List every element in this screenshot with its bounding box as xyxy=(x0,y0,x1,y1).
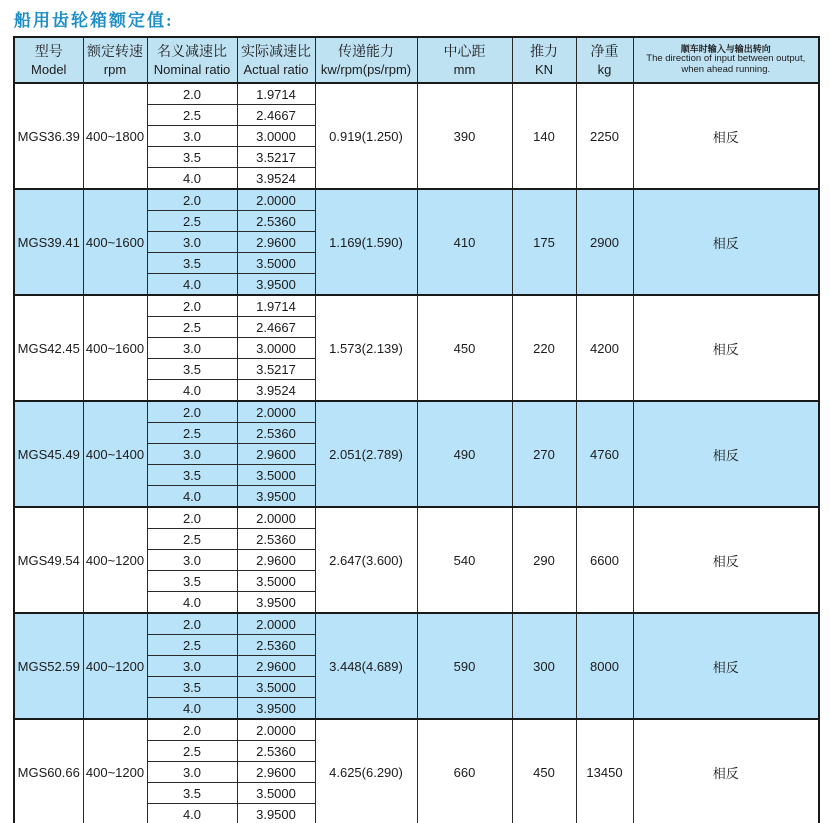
thrust-cell: 290 xyxy=(512,507,576,613)
nominal-ratio-cell: 4.0 xyxy=(147,804,237,823)
thrust-cell: 450 xyxy=(512,719,576,823)
nominal-ratio-cell: 3.5 xyxy=(147,783,237,804)
net-weight-cell: 4200 xyxy=(576,295,633,401)
nominal-ratio-cell: 4.0 xyxy=(147,698,237,720)
center-distance-cell: 540 xyxy=(417,507,512,613)
net-weight-cell: 2250 xyxy=(576,83,633,189)
rpm-cell: 400~1600 xyxy=(83,189,147,295)
model-cell: MGS52.59 xyxy=(14,613,83,719)
thrust-cell: 270 xyxy=(512,401,576,507)
actual-ratio-cell: 3.5000 xyxy=(237,783,315,804)
thrust-cell: 300 xyxy=(512,613,576,719)
model-cell: MGS42.45 xyxy=(14,295,83,401)
net-weight-cell: 8000 xyxy=(576,613,633,719)
col-header-actual-ratio-en: Actual ratio xyxy=(243,61,309,77)
nominal-ratio-cell: 2.0 xyxy=(147,295,237,317)
center-distance-cell: 410 xyxy=(417,189,512,295)
table-header xyxy=(14,37,819,83)
col-header-center-distance-en: mm xyxy=(453,61,476,77)
nominal-ratio-cell: 3.5 xyxy=(147,677,237,698)
actual-ratio-cell: 2.0000 xyxy=(237,613,315,635)
actual-ratio-cell: 2.5360 xyxy=(237,211,315,232)
actual-ratio-cell: 3.5000 xyxy=(237,571,315,592)
col-header-direction xyxy=(633,37,819,83)
col-header-center-distance xyxy=(417,37,512,83)
nominal-ratio-cell: 3.0 xyxy=(147,444,237,465)
col-header-thrust-zh: 推力 xyxy=(530,42,558,59)
actual-ratio-cell: 2.4667 xyxy=(237,317,315,338)
capacity-cell: 4.625(6.290) xyxy=(315,719,417,823)
actual-ratio-cell: 3.9500 xyxy=(237,592,315,614)
col-header-rated-speed-en: rpm xyxy=(103,61,127,77)
direction-cell: 相反 xyxy=(633,189,819,295)
actual-ratio-cell: 3.9500 xyxy=(237,698,315,720)
table-row xyxy=(14,189,819,211)
nominal-ratio-cell: 3.5 xyxy=(147,359,237,380)
nominal-ratio-cell: 2.5 xyxy=(147,635,237,656)
capacity-cell: 3.448(4.689) xyxy=(315,613,417,719)
actual-ratio-cell: 2.9600 xyxy=(237,656,315,677)
actual-ratio-cell: 3.9500 xyxy=(237,804,315,823)
col-header-capacity-zh: 传递能力 xyxy=(338,42,394,59)
direction-cell: 相反 xyxy=(633,401,819,507)
capacity-cell: 2.051(2.789) xyxy=(315,401,417,507)
thrust-cell: 220 xyxy=(512,295,576,401)
nominal-ratio-cell: 2.5 xyxy=(147,105,237,126)
rpm-cell: 400~1800 xyxy=(83,83,147,189)
nominal-ratio-cell: 4.0 xyxy=(147,168,237,190)
nominal-ratio-cell: 3.5 xyxy=(147,253,237,274)
col-header-actual-ratio xyxy=(237,37,315,83)
nominal-ratio-cell: 2.5 xyxy=(147,423,237,444)
rpm-cell: 400~1400 xyxy=(83,401,147,507)
rpm-cell: 400~1200 xyxy=(83,613,147,719)
actual-ratio-cell: 1.9714 xyxy=(237,295,315,317)
nominal-ratio-cell: 3.0 xyxy=(147,762,237,783)
nominal-ratio-cell: 2.0 xyxy=(147,613,237,635)
direction-cell: 相反 xyxy=(633,507,819,613)
table-row xyxy=(14,401,819,423)
nominal-ratio-cell: 3.5 xyxy=(147,571,237,592)
actual-ratio-cell: 2.4667 xyxy=(237,105,315,126)
actual-ratio-cell: 3.5000 xyxy=(237,677,315,698)
ratings-table xyxy=(13,36,820,823)
net-weight-cell: 13450 xyxy=(576,719,633,823)
table-row xyxy=(14,295,819,317)
nominal-ratio-cell: 2.0 xyxy=(147,507,237,529)
nominal-ratio-cell: 4.0 xyxy=(147,592,237,614)
rpm-cell: 400~1600 xyxy=(83,295,147,401)
capacity-cell: 1.573(2.139) xyxy=(315,295,417,401)
actual-ratio-cell: 3.5000 xyxy=(237,253,315,274)
actual-ratio-cell: 3.9524 xyxy=(237,380,315,402)
thrust-cell: 140 xyxy=(512,83,576,189)
col-header-thrust-en: KN xyxy=(534,61,554,77)
col-header-nominal-ratio xyxy=(147,37,237,83)
actual-ratio-cell: 2.9600 xyxy=(237,550,315,571)
col-header-actual-ratio-zh: 实际减速比 xyxy=(241,42,311,59)
model-cell: MGS39.41 xyxy=(14,189,83,295)
actual-ratio-cell: 2.0000 xyxy=(237,401,315,423)
model-cell: MGS60.66 xyxy=(14,719,83,823)
col-header-model-zh: 型号 xyxy=(34,42,63,59)
rpm-cell: 400~1200 xyxy=(83,507,147,613)
nominal-ratio-cell: 3.0 xyxy=(147,232,237,253)
table-row xyxy=(14,83,819,105)
actual-ratio-cell: 3.5217 xyxy=(237,147,315,168)
capacity-cell: 2.647(3.600) xyxy=(315,507,417,613)
col-header-direction-zh: 顺车时输入与输出转向 xyxy=(680,43,771,54)
nominal-ratio-cell: 2.5 xyxy=(147,211,237,232)
net-weight-cell: 6600 xyxy=(576,507,633,613)
thrust-cell: 175 xyxy=(512,189,576,295)
actual-ratio-cell: 2.5360 xyxy=(237,635,315,656)
nominal-ratio-cell: 4.0 xyxy=(147,274,237,296)
col-header-model-en: Model xyxy=(31,61,67,77)
page-title: 船用齿轮箱额定值: xyxy=(14,11,174,30)
nominal-ratio-cell: 3.0 xyxy=(147,126,237,147)
col-header-net-weight xyxy=(576,37,633,83)
col-header-net-weight-zh: 净重 xyxy=(590,42,619,59)
actual-ratio-cell: 3.9524 xyxy=(237,168,315,190)
direction-cell: 相反 xyxy=(633,613,819,719)
center-distance-cell: 490 xyxy=(417,401,512,507)
center-distance-cell: 660 xyxy=(417,719,512,823)
capacity-cell: 0.919(1.250) xyxy=(315,83,417,189)
direction-cell: 相反 xyxy=(633,83,819,189)
col-header-rated-speed xyxy=(83,37,147,83)
capacity-cell: 1.169(1.590) xyxy=(315,189,417,295)
actual-ratio-cell: 2.5360 xyxy=(237,529,315,550)
actual-ratio-cell: 2.9600 xyxy=(237,762,315,783)
rpm-cell: 400~1200 xyxy=(83,719,147,823)
actual-ratio-cell: 2.0000 xyxy=(237,507,315,529)
model-cell: MGS36.39 xyxy=(14,83,83,189)
nominal-ratio-cell: 2.0 xyxy=(147,719,237,741)
actual-ratio-cell: 1.9714 xyxy=(237,83,315,105)
nominal-ratio-cell: 3.0 xyxy=(147,338,237,359)
direction-cell: 相反 xyxy=(633,719,819,823)
actual-ratio-cell: 2.5360 xyxy=(237,423,315,444)
actual-ratio-cell: 2.5360 xyxy=(237,741,315,762)
col-header-nominal-ratio-zh: 名义减速比 xyxy=(157,42,227,59)
actual-ratio-cell: 3.0000 xyxy=(237,338,315,359)
nominal-ratio-cell: 2.5 xyxy=(147,741,237,762)
nominal-ratio-cell: 3.0 xyxy=(147,550,237,571)
table-row xyxy=(14,507,819,529)
nominal-ratio-cell: 2.5 xyxy=(147,317,237,338)
nominal-ratio-cell: 2.5 xyxy=(147,529,237,550)
nominal-ratio-cell: 2.0 xyxy=(147,189,237,211)
col-header-rated-speed-zh: 额定转速 xyxy=(87,42,143,59)
nominal-ratio-cell: 2.0 xyxy=(147,83,237,105)
model-cell: MGS49.54 xyxy=(14,507,83,613)
actual-ratio-cell: 2.0000 xyxy=(237,719,315,741)
nominal-ratio-cell: 2.0 xyxy=(147,401,237,423)
table-row xyxy=(14,719,819,741)
actual-ratio-cell: 3.9500 xyxy=(237,486,315,508)
net-weight-cell: 2900 xyxy=(576,189,633,295)
col-header-net-weight-en: kg xyxy=(597,61,612,77)
nominal-ratio-cell: 3.5 xyxy=(147,465,237,486)
nominal-ratio-cell: 4.0 xyxy=(147,486,237,508)
col-header-model xyxy=(14,37,83,83)
header-row xyxy=(14,37,819,83)
nominal-ratio-cell: 3.0 xyxy=(147,656,237,677)
table-row xyxy=(14,613,819,635)
col-header-thrust xyxy=(512,37,576,83)
actual-ratio-cell: 3.9500 xyxy=(237,274,315,296)
direction-cell: 相反 xyxy=(633,295,819,401)
net-weight-cell: 4760 xyxy=(576,401,633,507)
actual-ratio-cell: 3.0000 xyxy=(237,126,315,147)
col-header-capacity xyxy=(315,37,417,83)
col-header-center-distance-zh: 中心距 xyxy=(443,42,486,59)
center-distance-cell: 450 xyxy=(417,295,512,401)
actual-ratio-cell: 2.9600 xyxy=(237,232,315,253)
actual-ratio-cell: 3.5217 xyxy=(237,359,315,380)
center-distance-cell: 390 xyxy=(417,83,512,189)
nominal-ratio-cell: 4.0 xyxy=(147,380,237,402)
col-header-direction-en: The direction of input between output, when ahead running. xyxy=(646,53,806,76)
center-distance-cell: 590 xyxy=(417,613,512,719)
actual-ratio-cell: 2.9600 xyxy=(237,444,315,465)
actual-ratio-cell: 3.5000 xyxy=(237,465,315,486)
col-header-nominal-ratio-en: Nominal ratio xyxy=(153,61,231,77)
col-header-capacity-en: kw/rpm(ps/rpm) xyxy=(320,61,412,77)
nominal-ratio-cell: 3.5 xyxy=(147,147,237,168)
table-body xyxy=(14,83,819,823)
model-cell: MGS45.49 xyxy=(14,401,83,507)
actual-ratio-cell: 2.0000 xyxy=(237,189,315,211)
